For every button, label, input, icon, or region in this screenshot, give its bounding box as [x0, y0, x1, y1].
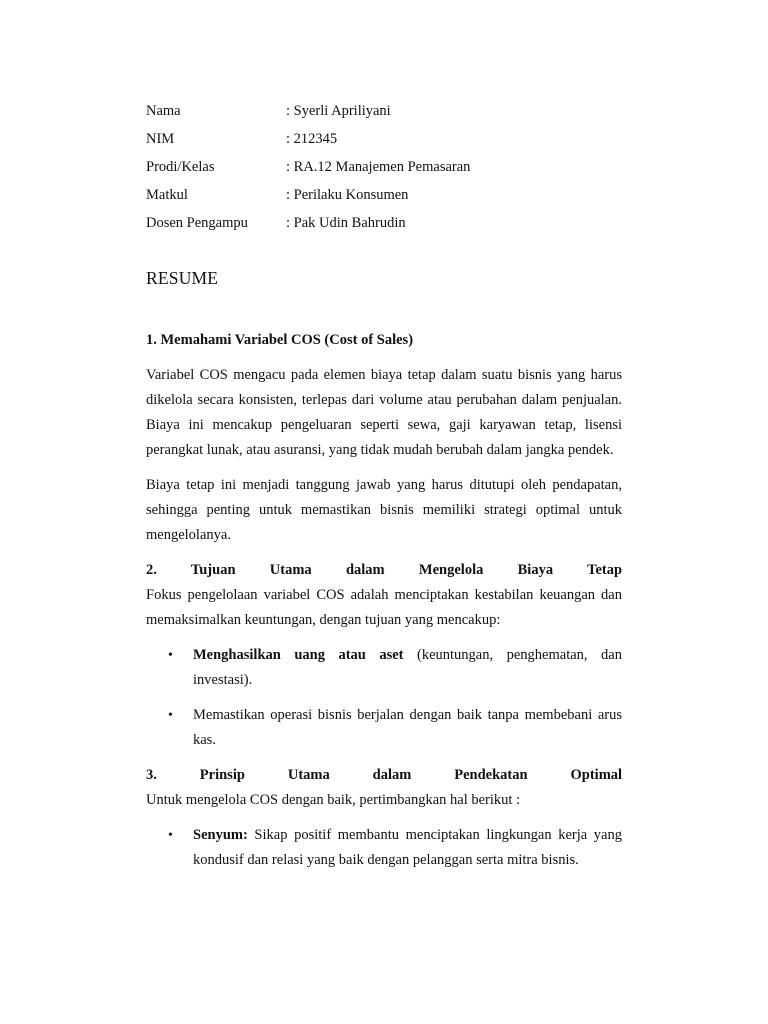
heading-word: Biaya — [517, 562, 554, 578]
bullet-icon: • — [168, 708, 173, 723]
section-2-bullet-list — [146, 643, 622, 753]
bullet-icon: • — [168, 828, 173, 843]
heading-word: Utama — [269, 562, 312, 578]
bullet-bold-text: Menghasilkan uang atau aset — [193, 647, 404, 663]
identity-row-dosen — [146, 212, 626, 240]
heading-word: Utama — [287, 767, 330, 783]
heading-word: 3. — [146, 767, 157, 783]
heading-word: Tetap — [587, 562, 623, 578]
section-1-paragraph-1: Variabel COS mengacu pada elemen biaya tetap dalam suatu bisnis yang harus dikelola secara konsisten, terlepas dari volume atau perubahan dalam penjualan. Biaya ini mencakup pengeluaran seperti sewa, gaji karyawan tetap, lisensi perangkat lunak, atau asuransi, yang tidak mudah berubah dalam jangka pendek. — [146, 367, 622, 458]
section-3-intro: Untuk mengelola COS dengan baik, pertimbangkan hal berikut : — [146, 792, 521, 808]
heading-word: dalam — [345, 562, 385, 578]
identity-value: : Perilaku Konsumen — [286, 187, 409, 203]
section-2-intro: Fokus pengelolaan variabel COS adalah menciptakan kestabilan keuangan dan memaksimalkan keuntungan, dengan tujuan yang mencakup: — [146, 587, 622, 628]
heading-word: Pendekatan — [454, 767, 528, 783]
identity-label: Matkul — [146, 187, 188, 203]
list-item — [146, 643, 622, 693]
list-item — [146, 703, 622, 753]
identity-row-nim — [146, 128, 626, 156]
identity-row-name — [146, 100, 626, 128]
list-item — [146, 823, 622, 873]
identity-value: : Pak Udin Bahrudin — [286, 215, 406, 231]
heading-word: Tujuan — [190, 562, 236, 578]
bullet-icon: • — [168, 648, 173, 663]
heading-word: Mengelola — [418, 562, 484, 578]
identity-label: Prodi/Kelas — [146, 159, 215, 175]
document-title: RESUME — [146, 268, 219, 288]
heading-word: Optimal — [570, 767, 623, 783]
identity-row-matkul — [146, 184, 626, 212]
identity-label: NIM — [146, 131, 175, 147]
identity-label: Nama — [146, 103, 181, 119]
heading-word: Prinsip — [199, 767, 245, 783]
identity-value: : RA.12 Manajemen Pemasaran — [286, 159, 471, 175]
resume-content — [146, 328, 622, 883]
bullet-text: Sikap positif membantu menciptakan lingkungan kerja yang kondusif dan relasi yang baik dengan pelanggan serta mitra bisnis. — [193, 827, 622, 868]
bullet-text: Memastikan operasi bisnis berjalan dengan baik tanpa membebani arus kas. — [193, 707, 622, 748]
section-3-bullet-list — [146, 823, 622, 873]
bullet-bold-text: Senyum: — [193, 827, 248, 843]
identity-row-prodi — [146, 156, 626, 184]
identity-value: : 212345 — [286, 131, 338, 147]
section-1-paragraph-2: Biaya tetap ini menjadi tanggung jawab yang harus ditutupi oleh pendapatan, sehingga penting untuk memastikan bisnis memiliki strategi optimal untuk mengelolanya. — [146, 477, 622, 543]
identity-label: Dosen Pengampu — [146, 215, 248, 231]
identity-block — [146, 100, 626, 240]
section-3-heading — [146, 763, 622, 788]
heading-word: 2. — [146, 562, 157, 578]
identity-value: : Syerli Apriliyani — [286, 103, 391, 119]
section-1-heading: 1. Memahami Variabel COS (Cost of Sales) — [146, 332, 414, 348]
heading-word: dalam — [372, 767, 412, 783]
section-2-heading — [146, 558, 622, 583]
bullet-text: (keuntungan, penghematan, dan investasi). — [193, 647, 622, 688]
